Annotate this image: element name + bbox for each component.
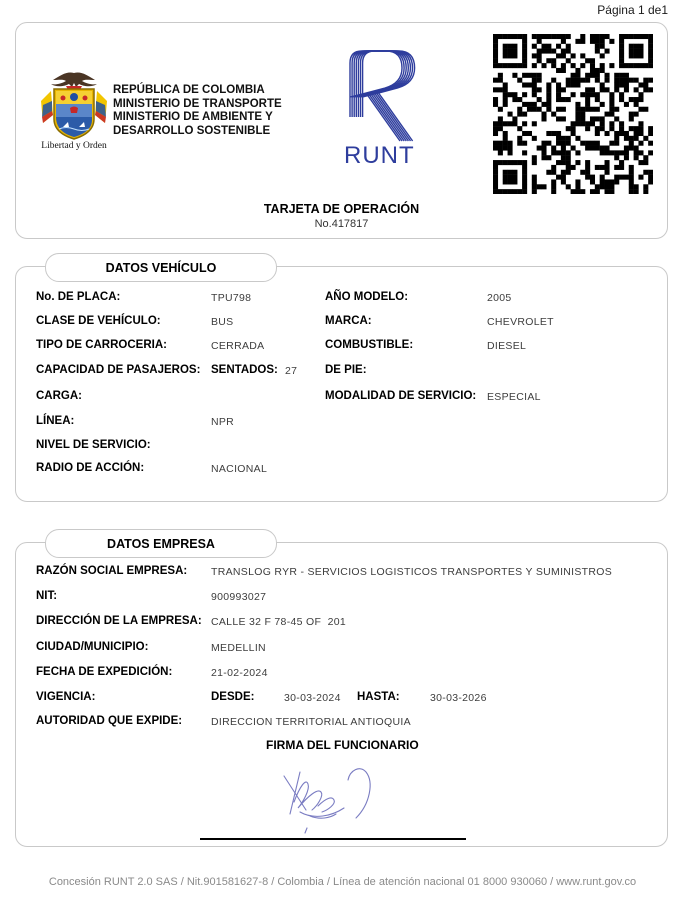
ministry-title-block: [113, 84, 282, 138]
linea-value: NPR: [211, 416, 235, 428]
carroceria-label: TIPO DE CARROCERIA:: [36, 339, 167, 351]
clase-value: BUS: [211, 316, 234, 328]
vigencia-desde-value: 30-03-2024: [284, 692, 341, 704]
vigencia-hasta-value: 30-03-2026: [430, 692, 487, 704]
vehicle-section-tab: DATOS VEHÍCULO: [45, 253, 277, 282]
ministry-line-1: REPÚBLICA DE COLOMBIA: [113, 84, 265, 96]
vigencia-hasta-label: HASTA:: [357, 691, 400, 703]
footer-text: Concesión RUNT 2.0 SAS / Nit.901581627-8 / Colombia / Línea de atención nacional 01 8000 930060 / www.runt.gov.co: [48, 876, 637, 888]
qr-code-icon: [493, 34, 653, 194]
placa-value: TPU798: [211, 292, 252, 304]
marca-value: CHEVROLET: [487, 316, 554, 328]
razon-social-label: RAZÓN SOCIAL EMPRESA:: [36, 565, 188, 577]
sentados-label: SENTADOS:: [211, 364, 278, 376]
signature-line: [200, 838, 466, 840]
ministry-line-2: MINISTERIO DE TRANSPORTE: [113, 97, 282, 110]
fecha-expedicion-value: 21-02-2024: [211, 667, 268, 679]
depie-label: DE PIE:: [325, 364, 367, 376]
fecha-expedicion-label: FECHA DE EXPEDICIÓN:: [36, 666, 173, 678]
radio-accion-label: RADIO DE ACCIÓN:: [36, 462, 145, 474]
ciudad-value: MEDELLIN: [211, 642, 266, 654]
ciudad-label: CIUDAD/MUNICIPIO:: [36, 641, 149, 653]
runt-logo-icon: [346, 47, 424, 147]
carroceria-value: CERRADA: [211, 340, 265, 352]
firma-funcionario-label: FIRMA DEL FUNCIONARIO: [266, 738, 419, 752]
modalidad-label: MODALIDAD DE SERVICIO:: [325, 390, 477, 402]
nivel-servicio-label: NIVEL DE SERVICIO:: [36, 439, 151, 451]
document-number: No.417817: [314, 218, 369, 230]
vigencia-label: VIGENCIA:: [36, 691, 96, 703]
direccion-value: CALLE 32 F 78-45 OF 201: [211, 616, 347, 628]
radio-accion-value: NACIONAL: [211, 463, 268, 475]
ano-modelo-value: 2005: [487, 292, 512, 304]
handwritten-signature-icon: [270, 762, 400, 834]
ano-modelo-label: AÑO MODELO:: [325, 291, 409, 303]
capacidad-label: CAPACIDAD DE PASAJEROS:: [36, 364, 201, 376]
combustible-label: COMBUSTIBLE:: [325, 339, 414, 351]
clase-label: CLASE DE VEHÍCULO:: [36, 315, 161, 327]
colombia-coat-of-arms-icon: [39, 71, 109, 153]
sentados-value: 27: [285, 365, 298, 377]
empresa-section-tab: DATOS EMPRESA: [45, 529, 277, 558]
autoridad-label: AUTORIDAD QUE EXPIDE:: [36, 715, 183, 727]
combustible-value: DIESEL: [487, 340, 527, 352]
page-number: Página 1 de1: [597, 3, 668, 17]
autoridad-value: DIRECCION TERRITORIAL ANTIOQUIA: [211, 716, 411, 728]
ministry-line-4: DESARROLLO SOSTENIBLE: [113, 124, 271, 137]
runt-logo-text: RUNT: [344, 142, 415, 169]
modalidad-value: ESPECIAL: [487, 391, 541, 403]
ministry-line-3: MINISTERIO DE AMBIENTE Y: [113, 111, 273, 123]
carga-label: CARGA:: [36, 390, 82, 402]
marca-label: MARCA:: [325, 315, 372, 327]
header-box: [15, 22, 668, 239]
nit-label: NIT:: [36, 590, 58, 602]
placa-label: No. DE PLACA:: [36, 291, 121, 303]
nit-value: 900993027: [211, 591, 267, 603]
emblem-caption: Libertad y Orden: [41, 141, 107, 151]
document-title: TARJETA DE OPERACIÓN: [263, 202, 420, 216]
direccion-label: DIRECCIÓN DE LA EMPRESA:: [36, 615, 202, 627]
vigencia-desde-label: DESDE:: [211, 691, 255, 703]
razon-social-value: TRANSLOG RYR - SERVICIOS LOGISTICOS TRANSPORTES Y SUMINISTROS: [211, 566, 613, 578]
linea-label: LÍNEA:: [36, 415, 75, 427]
